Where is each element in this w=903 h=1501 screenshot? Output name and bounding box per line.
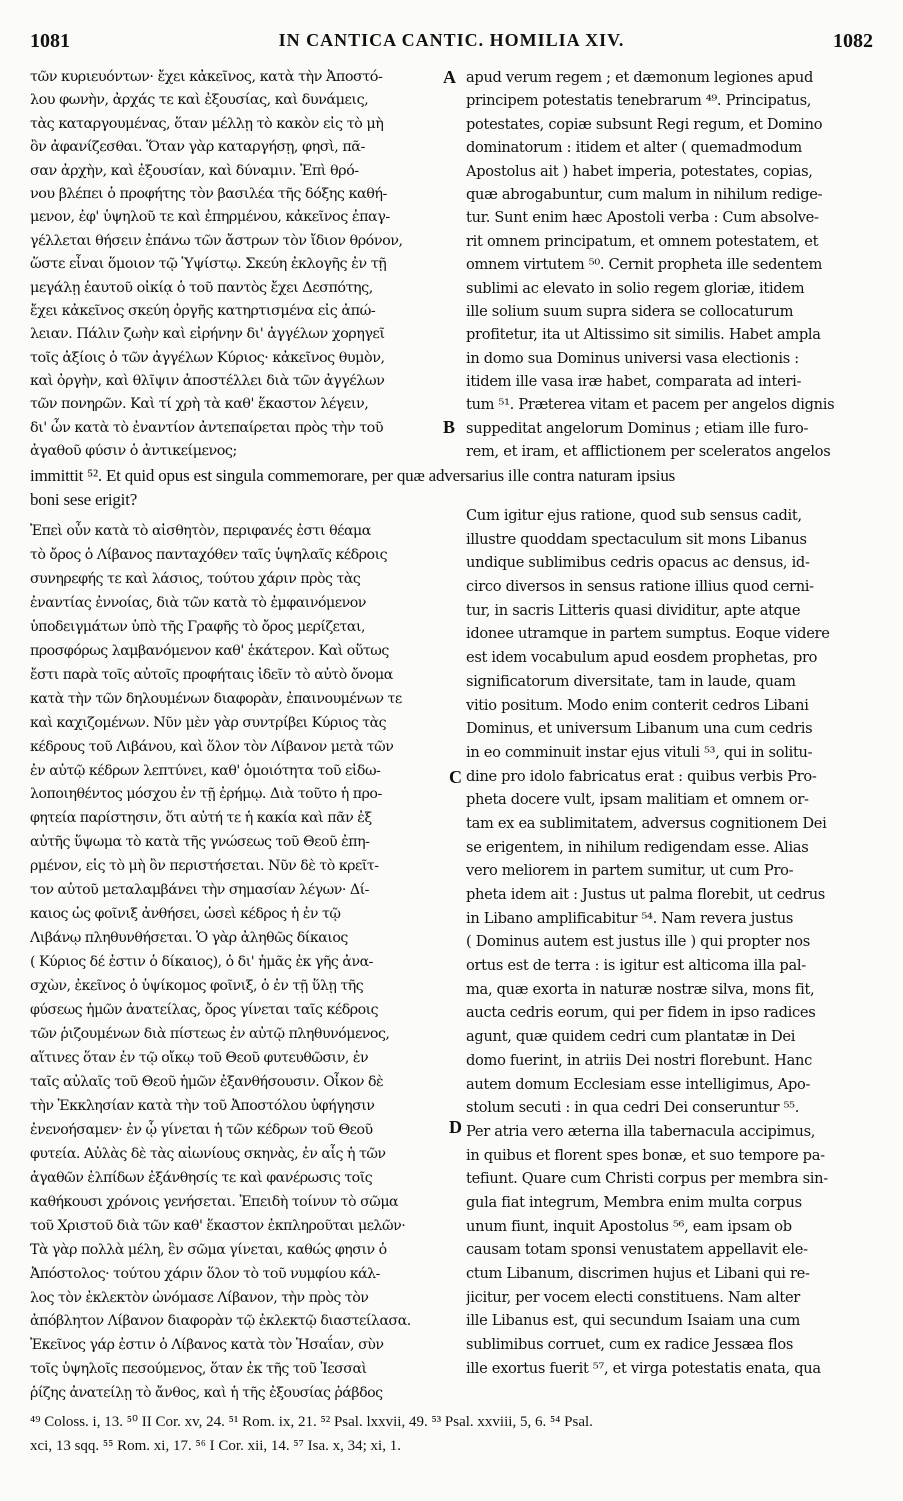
text-line: gula fiat integrum, Membra enim multa corpus <box>466 1193 802 1211</box>
text-line: καὶ ὀργὴν, καὶ θλῖψιν ἀποστέλλει διὰ τῶν ἀγγέλων <box>30 373 385 390</box>
text-line: ταῖς αὐλαῖς τοῦ Θεοῦ ἡμῶν ἐξανθήσουσιν. Οἶκον δὲ <box>30 1073 384 1090</box>
margin-letter-d: D <box>449 1117 462 1137</box>
text-line: Cum igitur ejus ratione, quod sub sensus cadit, <box>466 507 802 524</box>
text-line: ἐνενοήσαμεν· ἐν ᾧ γίνεται ἡ τῶν κέδρων τοῦ Θεοῦ <box>30 1121 373 1138</box>
text-line: ille exortus fuerit ⁵⁷, et virga potestatis enata, qua <box>466 1359 821 1377</box>
text-line: agunt, quæ quidem cedri cum plantatæ in Dei <box>466 1028 796 1046</box>
text-line: tur, in sacris Litteris quasi dividitur, apte atque <box>466 601 801 619</box>
text-line: φητεία παρίστησιν, ὅτι αὐτή τε ἡ κακία καὶ πᾶν ἐξ <box>30 810 372 827</box>
text-line: τοῖς ἀξίοις ὁ τῶν ἀγγέλων Κύριος· κἀκεῖνος θυμὸν, <box>30 349 385 366</box>
text-line: ἀπόβλητον Λίβανον διαφορὰν τῷ ἐκλεκτῷ διαστείλασα. <box>30 1313 411 1330</box>
text-line: boni sese erigit? <box>30 490 138 509</box>
text-line: vero meliorem in partem sumitur, ut cum Pro- <box>466 862 794 880</box>
text-line: sublimibus corruet, cum ex radice Jessæa flos <box>466 1336 794 1354</box>
text-line: ἐναντίας ἐννοίας, διὰ τῶν κατὰ τὸ ἐμφαινόμενον <box>30 594 366 611</box>
margin-letter-b: B <box>443 417 456 437</box>
text-line: omnem virtutem ⁵⁰. Cernit propheta ille sedentem <box>466 256 823 274</box>
text-line: jicitur, per vocem electi constituens. Nam alter <box>466 1288 800 1306</box>
text-line: tefiunt. Quare cum Christi corpus per membra sin- <box>466 1170 828 1188</box>
text-line: Ἐκεῖνος γάρ ἐστιν ὁ Λίβανος κατὰ τὸν Ἡσαΐαν, σὺν <box>30 1337 384 1354</box>
text-line: σαν ἀρχὴν, καὶ ἐξουσίαν, καὶ δύναμιν. Ἐπὶ θρό- <box>30 162 359 179</box>
text-line: αὐτῆς ὕψωμα τὸ κατὰ τῆς γνώσεως τοῦ Θεοῦ ἐπη- <box>30 834 370 851</box>
page-number-right: 1082 <box>833 30 873 52</box>
text-line: dine pro idolo fabricatus erat : quibus verbis Pro- <box>466 767 817 785</box>
running-title: IN CANTICA CANTIC. HOMILIA XIV. <box>278 30 625 50</box>
text-line: apud verum regem ; et dæmonum legiones apud <box>466 69 814 86</box>
text-line: unum fiunt, inquit Apostolus ⁵⁶, eam ipsam ob <box>466 1217 792 1235</box>
text-line: pheta docere vult, ipsam malitiam et omnem or- <box>466 791 809 809</box>
margin-letter-c: C <box>449 767 462 787</box>
text-line: τῶν ῥιζουμένων διὰ πίστεως ἐν αὐτῷ πληθυνόμενος, <box>30 1026 390 1043</box>
text-line: suppeditat angelorum Dominus ; etiam ille furo- <box>466 419 809 437</box>
latin-column-lower <box>466 504 870 1380</box>
text-line: Dominus, et universum Libanum una cum cedris <box>466 720 813 738</box>
text-line: καθήκουσι χρόνοις γενήσεται. Ἐπειδὴ τοίνυν τὸ σῶμα <box>30 1193 399 1210</box>
text-line: τὰς καταργουμένας, ὅταν μέλλῃ τὸ κακὸν εἰς τὸ μὴ <box>30 115 384 132</box>
text-line: τὸ ὄρος ὁ Λίβανος πανταχόθεν ταῖς ὑψηλαῖς κέδροις <box>30 546 388 563</box>
text-line: αἵτινες ὅταν ἐν τῷ οἴκῳ τοῦ Θεοῦ φυτευθῶσιν, ἐν <box>30 1049 369 1066</box>
text-line: Apostolus ait ) habet imperia, potestates, copias, <box>466 162 813 180</box>
text-line: ille Libanus est, qui secundum Isaiam una cum <box>466 1312 801 1330</box>
text-line: Per atria vero æterna illa tabernacula accipimus, <box>466 1122 816 1140</box>
text-line: Ἀπόστολος· τούτου χάριν ὅλον τὸ τοῦ νυμφίου κάλ- <box>30 1265 380 1282</box>
text-line: λειαν. Πάλιν ζωὴν καὶ εἰρήνην δι' ἀγγέλων χορηγεῖ <box>30 326 385 343</box>
text-line: ὂν ἀφανίζεσθαι. Ὅταν γὰρ καταργήσῃ, φησὶ, πᾶ- <box>30 139 365 156</box>
text-line: ( Κύριος δέ ἐστιν ὁ δίκαιος), ὁ δι' ἡμᾶς ἐκ γῆς ἀνα- <box>30 954 373 971</box>
text-line: προσφόρως λαμβανόμενον καθ' ἑκάτερον. Καὶ οὕτως <box>30 642 389 659</box>
greek-column-upper <box>30 66 438 464</box>
text-line: ρμένον, εἰς τὸ μὴ ὂν περιστήσεται. Νῦν δὲ τὸ κρεῖτ- <box>30 858 379 875</box>
text-line: in domo sua Dominus universi vasa electionis : <box>466 349 799 367</box>
text-line: τὴν Ἐκκλησίαν κατὰ τὴν τοῦ Ἀποστόλου ὑφήγησιν <box>30 1097 375 1114</box>
text-line: in eo comminuit instar ejus vituli ⁵³, qui in solitu- <box>466 743 813 761</box>
latin-column-upper <box>466 66 870 464</box>
text-line: τῶν κυριευόντων· ἔχει κἀκεῖνος, κατὰ τὴν Ἀποστό- <box>30 69 383 85</box>
text-line: λος τὸν ἐκλεκτὸν ὠνόμασε Λίβανον, τὴν πρὸς τὸν <box>30 1289 369 1306</box>
greek-column-lower <box>30 520 446 1406</box>
text-line: aucta cedris eorum, qui per fidem in ipso radices <box>466 1004 816 1022</box>
text-line: rit omnem principatum, et omnem potestatem, et <box>466 232 819 250</box>
text-line: vitio positum. Modo enim conterit cedros Libani <box>466 696 809 714</box>
text-line: Λιβάνῳ πληθυνθήσεται. Ὁ γὰρ ἀληθῶς δίκαιος <box>30 930 348 947</box>
text-line: stolum secuti : in qua cedri Dei conseruntur ⁵⁵. <box>466 1099 800 1117</box>
text-line: rem, et iram, et afflictionem per sceleratos angelos <box>466 443 831 461</box>
text-line: principem potestatis tenebrarum ⁴⁹. Principatus, <box>466 92 812 110</box>
text-line: autem domum Ecclesiam esse intelligimus, Apo- <box>466 1075 811 1093</box>
text-line: ὑποδειγμάτων ὑπὸ τῆς Γραφῆς τὸ ὄρος μερίζεται, <box>30 618 366 635</box>
text-line: ἀγαθῶν ἐλπίδων ἐξάνθησίς τε καὶ φανέρωσις τοῖς <box>30 1169 373 1186</box>
text-line: idonee utramque in partem sumptus. Eoque videre <box>466 625 830 643</box>
page-number-left: 1081 <box>30 30 70 52</box>
text-line: μενον, ἐφ' ὑψηλοῦ τε καὶ ἐπηρμένου, κἀκεῖνος ἐπαγ- <box>30 209 390 226</box>
text-line: τοῦ Χριστοῦ διὰ τῶν καθ' ἕκαστον ἐκπληροῦται μελῶν· <box>30 1217 406 1234</box>
text-line: sublimi ac elevato in solio regem gloriæ, itidem <box>466 279 805 297</box>
text-line: ὥστε εἶναι ὅμοιον τῷ Ὑψίστῳ. Σκεύη ἐκλογῆς ἐν τῇ <box>30 256 387 273</box>
text-line: ortus est de terra : is igitur est alticoma illa pal- <box>466 957 806 975</box>
text-line: ma, quæ exorta in naturæ nostræ silva, mons fit, <box>466 980 815 998</box>
text-line: καιος ὡς φοῖνιξ ἀνθήσει, ὡσεὶ κέδρος ἡ ἐν τῷ <box>30 906 341 923</box>
text-line: ctum Libanum, discrimen hujus et Libani qui re- <box>466 1265 810 1282</box>
text-line: in quibus et florent spes bonæ, et suo tempore pa- <box>466 1146 825 1164</box>
text-line: ( Dominus autem est justus ille ) qui propter nos <box>466 933 810 951</box>
text-line: κατὰ τὴν τῶν δηλουμένων διαφορὰν, ἐπαινουμένων τε <box>30 690 402 707</box>
text-line: potestates, copiæ subsunt Regi regum, et Domino <box>466 115 823 133</box>
text-line: τοῖς ὑψηλοῖς πεσούμενος, ὅταν ἐκ τῆς τοῦ Ἰεσσαὶ <box>30 1361 367 1378</box>
text-line: ῥίζης ἀνατείλῃ τὸ ἄνθος, καὶ ἡ τῆς ἐξουσίας ῥάβδος <box>30 1385 383 1402</box>
text-line: pheta idem ait : Justus ut palma florebit, ut cedrus <box>466 886 825 903</box>
text-line: νου βλέπει ὁ προφήτης τὸν βασιλέα τῆς δόξης καθή- <box>30 185 387 202</box>
text-line: δι' ὧν κατὰ τὸ ἐναντίον ἀντεπαίρεται πρὸς τὴν τοῦ <box>30 419 384 436</box>
text-line: est idem vocabulum apud eosdem prophetas, pro <box>466 649 818 667</box>
text-line: καὶ καχιζομένων. Νῦν μὲν γὰρ συντρίβει Κύριος τὰς <box>30 714 387 731</box>
text-line: ἔστι παρὰ τοῖς αὐτοῖς προφήταις ἰδεῖν τὸ αὐτὸ ὄνομα <box>30 666 393 683</box>
text-line: συνηρεφής τε καὶ λάσιος, τούτου χάριν πρὸς τὰς <box>30 570 361 587</box>
text-line: ἐν αὐτῷ κέδρων λεπτύνει, καθ' ὁμοιότητα τοῦ εἰδω- <box>30 762 381 779</box>
text-line: significatorum diversitate, tam in laude, quam <box>466 672 796 690</box>
text-line: Τὰ γὰρ πολλὰ μέλη, ἓν σῶμα γίνεται, καθώς φησιν ὁ <box>30 1241 387 1258</box>
text-line: φύσεως ἡμῶν ἀνατείλας, ὄρος γίνεται ταῖς κέδροις <box>30 1002 379 1019</box>
text-line: tur. Sunt enim hæc Apostoli verba : Cum absolve- <box>466 209 819 227</box>
footnote-line: ⁴⁹ Coloss. i, 13. ⁵⁰ II Cor. xv, 24. ⁵¹ Rom. ix, 21. ⁵² Psal. lxxvii, 49. ⁵³ Psal. xxviii, 5, 6. ⁵⁴ Psal. <box>30 1414 593 1430</box>
text-line: σχὼν, ἐκεῖνος ὁ ὑψίκομος φοῖνιξ, ὁ ἐν τῇ ὕλῃ τῆς <box>30 978 364 995</box>
running-header <box>30 30 873 58</box>
text-line: τον αὐτοῦ μεταλαμβάνει τὴν σημασίαν λέγων· Δί- <box>30 882 369 899</box>
text-line: ille solium suum supra sidera se collocaturum <box>466 302 794 320</box>
text-line: φυτεία. Αὐλὰς δὲ τὰς αἰωνίους σκηνὰς, ἐν αἷς ἡ τῶν <box>30 1145 386 1162</box>
margin-letter-a: A <box>443 67 456 87</box>
text-line: γέλλεται θήσειν ἐπάνω τῶν ἄστρων τὸν ἴδιον θρόνον, <box>30 232 403 249</box>
footnote-line: xci, 13 sqq. ⁵⁵ Rom. xi, 17. ⁵⁶ I Cor. xii, 14. ⁵⁷ Isa. x, 34; xi, 1. <box>30 1438 401 1454</box>
text-line: Ἐπεὶ οὖν κατὰ τὸ αἰσθητὸν, περιφανές ἐστι θέαμα <box>30 523 371 539</box>
footnotes <box>30 1410 876 1458</box>
text-line: se erigentem, in nihilum redigendam esse. Alias <box>466 838 809 856</box>
text-line: profitetur, ita ut Altissimo sit similis. Habet ampla <box>466 326 821 344</box>
text-line: λοποιηθέντος μόσχου ἐν τῇ ἐρήμῳ. Διὰ τοῦτο ἡ προ- <box>30 786 382 803</box>
text-line: dominatorum : itidem et alter ( quemadmodum <box>466 139 802 157</box>
text-line: tum ⁵¹. Præterea vitam et pacem per angelos dignis <box>466 396 835 414</box>
text-line: κέδρους τοῦ Λιβάνου, καὶ ὅλον τὸν Λίβανον μετὰ τῶν <box>30 738 394 755</box>
text-line: in Libano amplificabitur ⁵⁴. Nam revera justus <box>466 909 794 927</box>
text-line: ἔχει κἀκεῖνος σκεύη ὀργῆς κατηρτισμένα εἰς ἀπώ- <box>30 302 376 319</box>
text-line: quæ abrogabuntur, cum malum in nihilum redige- <box>466 185 823 203</box>
text-line: circo diversos in sensus ratione illius quod cerni- <box>466 578 814 596</box>
text-line: domo fuerint, in atriis Dei nostri florebunt. Hanc <box>466 1051 812 1069</box>
text-line: τῶν πονηρῶν. Καὶ τί χρὴ τὰ καθ' ἕκαστον λέγειν, <box>30 396 369 413</box>
text-line: λου φωνὴν, ἀρχάς τε καὶ ἐξουσίας, καὶ δυνάμεις, <box>30 92 369 109</box>
text-line: causam totam sponsi venustatem appellavit ele- <box>466 1241 808 1259</box>
text-line: μεγάλῃ ἑαυτοῦ οἰκίᾳ ὁ τοῦ παντὸς ἔχει Δεσπότης, <box>30 279 373 296</box>
text-line: illustre quoddam spectaculum sit mons Libanus <box>466 530 807 548</box>
text-line: ἀγαθοῦ φύσιν ὁ ἀντικείμενος; <box>30 443 237 460</box>
text-line: tam ex ea sublimitatem, adversus cognitionem Dei <box>466 814 827 832</box>
latin-continuation <box>30 464 676 512</box>
text-line: itidem ille vasa iræ habet, comparata ad interi- <box>466 373 802 391</box>
text-line: immittit ⁵². Et quid opus est singula commemorare, per quæ adversarius ille contra naturam ipsius <box>30 466 676 485</box>
text-line: undique sublimibus cedris opacus ac densus, id- <box>466 554 810 572</box>
